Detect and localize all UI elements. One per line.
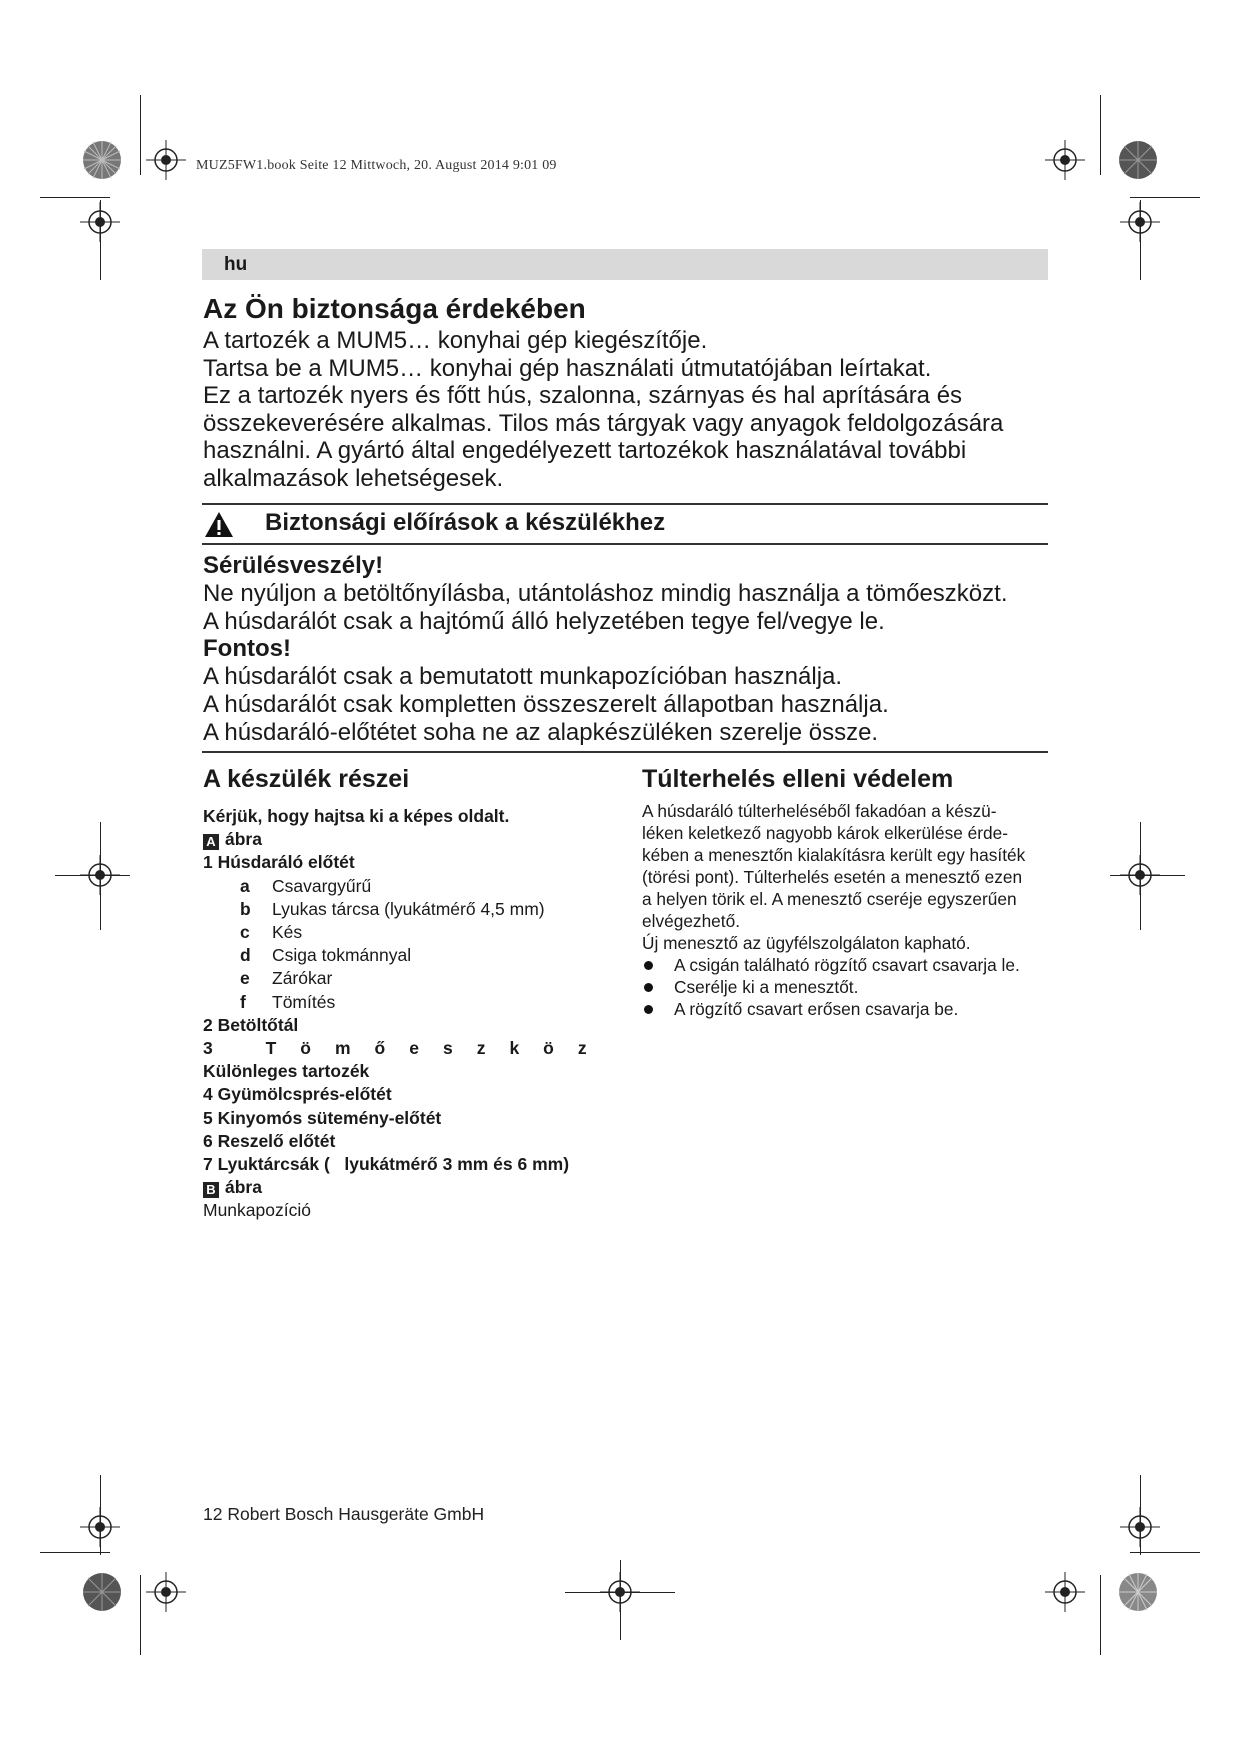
work-position-text: Munkapozíció (203, 1200, 311, 1221)
overload-line: léken keletkező nagyobb károk elkerülése érde- (642, 823, 1009, 843)
safety-line: Ne nyúljon a betöltőnyílásba, utántoláshoz mindig használja a tömőeszközt. (203, 579, 1008, 607)
color-wheel-icon (82, 140, 122, 180)
overload-text (642, 800, 1052, 1020)
parts-list (203, 805, 623, 1223)
bullet-item: A rögzítő csavart erősen csavarja be. (642, 998, 1052, 1020)
intro-line: alkalmazások lehetségesek. (203, 464, 504, 492)
print-job-info: MUZ5FW1.book Seite 12 Mittwoch, 20. August 2014 9:01 09 (196, 158, 557, 173)
safety-title: Biztonsági előírások a készülékhez (265, 509, 666, 536)
registration-mark-icon (146, 1572, 186, 1612)
intro-line: A tartozék a MUM5… konyhai gép kiegészítője. (203, 327, 708, 354)
intro-line: összekeverésére alkalmas. Tilos más tárgyak vagy anyagok feldolgozására (203, 409, 1004, 437)
sub-item: d Csiga tokmánnyal (240, 945, 412, 966)
list-item: 1 Húsdaráló előtét (203, 852, 355, 873)
figure-a-badge: A (203, 834, 219, 850)
language-code: hu (224, 254, 248, 275)
overload-line: elvégezhető. (642, 911, 741, 931)
intro-line: Tartsa be a MUM5… konyhai gép használati útmutatójában leírtakat. (203, 354, 932, 382)
parts-title: A készülék részei (203, 765, 410, 793)
intro-line: használni. A gyártó által engedélyezett tartozékok használatával további (203, 437, 967, 464)
sub-item: f Tömítés (240, 991, 336, 1012)
registration-mark-icon (1045, 140, 1085, 180)
figure-b-badge: B (203, 1182, 219, 1198)
danger-heading: Sérülésveszély! (203, 552, 384, 579)
safety-line: A húsdarálót csak a hajtómű álló helyzetében tegye fel/vegye le. (203, 607, 885, 635)
safety-line: A húsdarálót csak a bemutatott munkapozícióban használja. (203, 663, 843, 691)
overload-title: Túlterhelés elleni védelem (642, 765, 954, 793)
divider (202, 503, 1048, 505)
warning-triangle-icon (204, 511, 234, 538)
overload-line: (törési pont). Túlterhelés esetén a menesztő ezen (642, 867, 1023, 887)
sub-item: a Csavargyűrű (240, 875, 372, 896)
list-item: 6 Reszelő előtét (203, 1130, 336, 1151)
registration-mark-icon (1045, 1572, 1085, 1612)
list-item: 7 Lyuktárcsák ( lyukátmérő 3 mm és 6 mm) (203, 1154, 570, 1175)
sub-item: b Lyukas tárcsa (lyukátmérő 4,5 mm) (240, 898, 545, 919)
safety-text (203, 552, 1053, 747)
page-footer: 12 Robert Bosch Hausgeräte GmbH (203, 1504, 485, 1524)
overload-line: a helyen törik el. A menesztő cseréje egyszerűen (642, 889, 1017, 909)
divider (202, 543, 1048, 545)
sub-item: c Kés (240, 922, 303, 943)
intro-text (203, 327, 1043, 492)
bullet-item: A csigán található rögzítő csavart csavarja le. (642, 954, 1052, 976)
safety-line: A húsdarálót csak kompletten összeszerelt állapotban használja. (203, 690, 889, 718)
color-wheel-icon (1118, 140, 1158, 180)
registration-mark-icon (146, 140, 186, 180)
safety-line: A húsdaráló-előtétet soha ne az alapkészüléken szerelje össze. (203, 718, 879, 746)
list-item: 4 Gyümölcsprés-előtét (203, 1084, 392, 1105)
divider (202, 751, 1048, 753)
overload-line: Új menesztő az ügyfélszolgálaton kapható. (642, 933, 971, 953)
figure-b-label: B ábra (203, 1176, 623, 1199)
fold-note: Kérjük, hogy hajtsa ki a képes oldalt. (203, 806, 510, 826)
color-wheel-icon (1118, 1572, 1158, 1612)
overload-line: A húsdaráló túlterheléséből fakadóan a készü- (642, 801, 997, 821)
page-title: Az Ön biztonsága érdekében (203, 293, 586, 324)
language-bar (202, 249, 1048, 280)
list-item: 3 Tömőeszköz (203, 1038, 611, 1059)
figure-a-label: A ábra (203, 828, 623, 851)
bullet-item: Cserélje ki a menesztőt. (642, 976, 1052, 998)
overload-line: kében a menesztőn kialakításra került egy hasíték (642, 845, 1026, 865)
list-item: 5 Kinyomós sütemény-előtét (203, 1107, 442, 1128)
intro-line: Ez a tartozék nyers és főtt hús, szalonna, szárnyas és hal aprítására és (203, 382, 963, 409)
important-heading: Fontos! (203, 635, 291, 663)
sub-item: e Zárókar (240, 968, 333, 989)
color-wheel-icon (82, 1572, 122, 1612)
list-item: 2 Betöltőtál (203, 1014, 299, 1035)
special-accessory-heading: Különleges tartozék (203, 1061, 370, 1082)
